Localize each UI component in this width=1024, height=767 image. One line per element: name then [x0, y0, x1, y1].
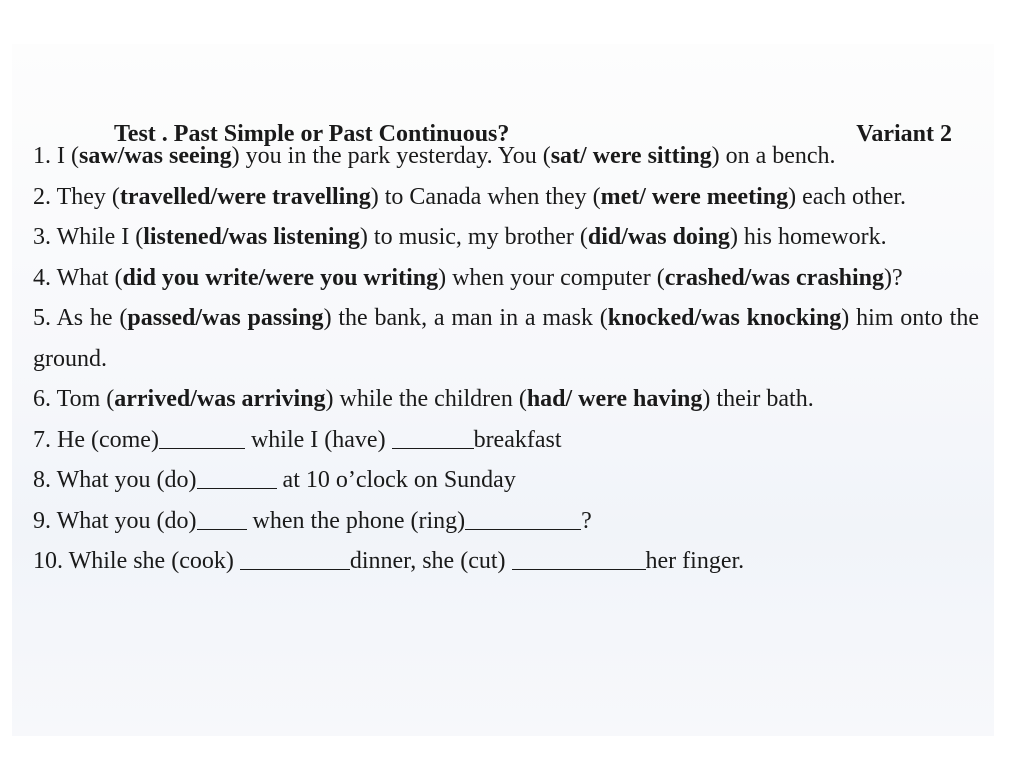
exercise-item-1: 1. I (saw/was seeing) you in the park yesterday. You (sat/ were sitting) on a bench. — [33, 143, 836, 169]
choice: listened/was listening — [143, 224, 360, 250]
choice: passed/was passing — [127, 305, 324, 331]
answer-blank[interactable] — [159, 422, 245, 449]
choice: had/ were having — [526, 386, 703, 412]
exercise-item-6: 6. Tom (arrived/was arriving) while the children (had/ were having) their bath. — [33, 386, 814, 412]
choice: saw/was seeing — [78, 143, 232, 169]
exercise-item-8: 8. What you (do) at 10 o’clock on Sunday — [33, 460, 979, 501]
variant-label: Variant 2 — [856, 121, 952, 147]
answer-blank[interactable] — [240, 543, 350, 570]
choice: knocked/was knocking — [607, 305, 842, 331]
exercise-item-4: 4. What (did you write/were you writing) when your computer (crashed/was crashing)? — [33, 264, 903, 291]
answer-blank[interactable] — [197, 462, 277, 489]
choice: did you write/were you writing — [122, 264, 439, 291]
choice: did/was doing — [587, 224, 730, 250]
exercise-item-7: 7. He (come) while I (have) breakfast — [33, 420, 979, 461]
answer-blank[interactable] — [392, 422, 474, 449]
choice: met/ were meeting — [600, 183, 789, 210]
answer-blank[interactable] — [197, 503, 247, 530]
test-title: Test . Past Simple or Past Continuous? — [114, 121, 510, 147]
answer-blank[interactable] — [512, 543, 646, 570]
exercise-item-2: 2. They (travelled/were travelling) to Canada when they (met/ were meeting) each other. — [33, 183, 907, 210]
exercise-item-9: 9. What you (do) when the phone (ring) ? — [33, 501, 979, 542]
answer-blank[interactable] — [465, 503, 581, 530]
exercise-item-3: 3. While I (listened/was listening) to music, my brother (did/was doing) his homework. — [33, 224, 887, 250]
choice: travelled/were travelling — [119, 183, 371, 210]
exercise-item-10: 10. While she (cook) dinner, she (cut) her finger. — [33, 541, 979, 582]
choice: sat/ were sitting — [550, 143, 712, 169]
exercise-list — [33, 136, 979, 582]
choice: arrived/was arriving — [114, 386, 326, 412]
choice: crashed/was crashing — [664, 264, 885, 291]
exercise-item-5: 5. As he (passed/was passing) the bank, a man in a mask (knocked/was knocking) him onto the ground. — [33, 305, 979, 372]
